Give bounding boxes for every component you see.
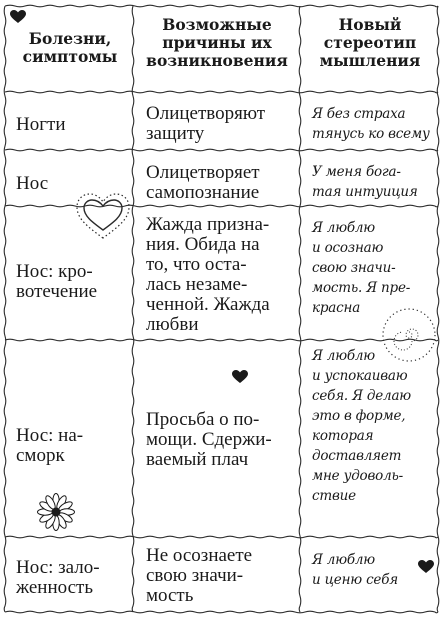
row-5-symptom: Нос: зало- женность bbox=[16, 557, 100, 598]
row-3-symptom: Нос: кро- вотечение bbox=[16, 261, 98, 302]
row-3-cause: Жажда призна- ния. Обида на то, что оста- лась незаме- ченной. Жажда любви bbox=[146, 214, 270, 335]
flower-icon bbox=[36, 492, 76, 532]
small-heart-icon-top bbox=[10, 10, 26, 24]
column-divider bbox=[299, 6, 301, 612]
row-2-cause: Олицетворяет самопознание bbox=[146, 162, 260, 203]
row-divider bbox=[5, 205, 438, 207]
row-2-thought: У меня бога- тая интуиция bbox=[312, 164, 418, 200]
row-1-cause: Олицетворяют защиту bbox=[146, 103, 266, 144]
small-heart-icon-bottom bbox=[418, 560, 434, 574]
row-4-cause: Просьба о по- мощи. Сдержи- ваемый плач bbox=[146, 409, 272, 470]
row-2-symptom: Нос bbox=[16, 173, 49, 194]
row-divider bbox=[5, 611, 438, 613]
row-4-thought: Я люблю и успокаиваю себя. Я делаю это в форме, которая доставляет мне удоволь- ствие bbox=[312, 348, 411, 504]
row-5-cause: Не осознаете свою значи- мость bbox=[146, 545, 253, 606]
column-divider bbox=[132, 6, 134, 612]
row-divider bbox=[5, 149, 438, 151]
row-3-thought: Я люблю и осознаю свою значи- мость. Я пре- красна bbox=[312, 220, 411, 316]
small-heart-icon-middle bbox=[232, 370, 248, 384]
flower-center bbox=[52, 508, 61, 517]
header-causes: Возможные причины их возникновения bbox=[146, 15, 288, 70]
row-divider bbox=[5, 5, 438, 7]
row-1-thought: Я без страха тянусь ко всему bbox=[312, 106, 430, 142]
row-divider bbox=[5, 91, 438, 93]
row-divider bbox=[5, 339, 438, 341]
header-symptoms: Болезни, симптомы bbox=[22, 29, 118, 66]
row-4-symptom: Нос: на- сморк bbox=[16, 425, 84, 466]
header-new-thought: Новый стереотип мышления bbox=[319, 15, 421, 70]
dotted-heart-icon bbox=[74, 192, 132, 242]
row-5-thought: Я люблю и ценю себя bbox=[312, 552, 398, 588]
row-1-symptom: Ногти bbox=[16, 114, 66, 135]
row-divider bbox=[5, 536, 438, 538]
dotted-swirl-icon bbox=[380, 306, 438, 364]
column-divider bbox=[4, 6, 6, 612]
